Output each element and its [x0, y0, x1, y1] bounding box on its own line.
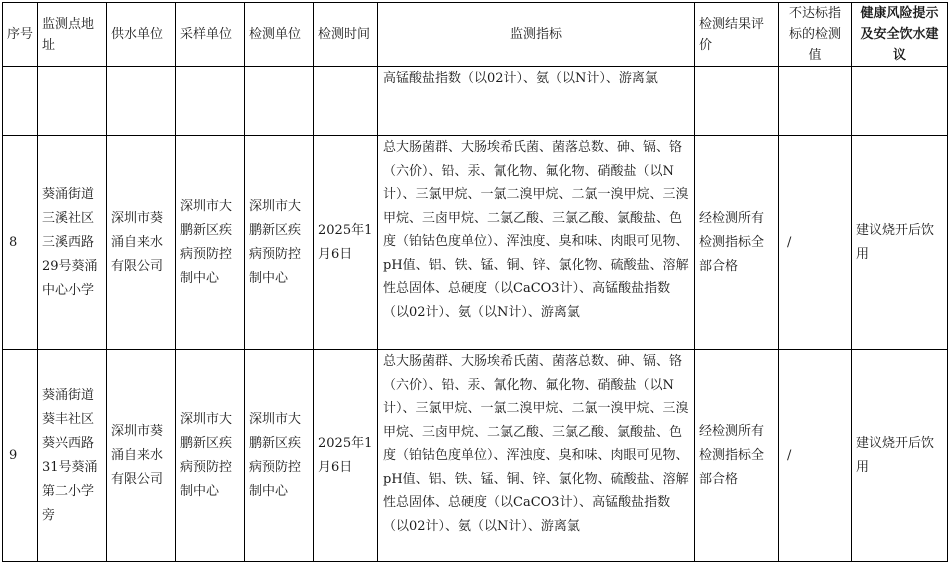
cell-result: 经检测所有检测指标全部合格	[695, 350, 779, 562]
table-row	[3, 350, 948, 562]
cell-failed: /	[779, 136, 852, 350]
cell-seq: 9	[3, 350, 38, 562]
cell-time: 2025年1月6日	[314, 136, 378, 350]
cell-seq: 8	[3, 136, 38, 350]
cell-empty	[3, 67, 38, 136]
header-indicators: 监测指标	[378, 3, 695, 67]
cell-result: 经检测所有检测指标全部合格	[695, 136, 779, 350]
cell-indicators: 高锰酸盐指数（以02计）、氨（以N计）、游离氯	[378, 67, 695, 136]
cell-indicators: 总大肠菌群、大肠埃希氏菌、菌落总数、砷、镉、铬（六价）、铅、汞、氰化物、氟化物、硝酸盐（以N计）、三氯甲烷、一氯二溴甲烷、二氯一溴甲烷、三溴甲烷、三卤甲烷、二氯乙酸、三氯乙酸、氯酸盐、色度（铂钴色度单位）、浑浊度、臭和味、肉眼可见物、pH值、铝、铁、锰、铜、锌、氯化物、硫酸盐、溶解性总固体、总硬度（以CaCO3计）、高锰酸盐指数（以02计）、氨（以N计）、游离氯	[378, 350, 695, 562]
cell-failed: /	[779, 350, 852, 562]
header-row	[3, 3, 948, 67]
cell-empty	[38, 67, 107, 136]
cell-advice: 建议烧开后饮用	[852, 350, 948, 562]
header-tester: 检测单位	[245, 3, 314, 67]
cell-time: 2025年1月6日	[314, 350, 378, 562]
header-failed: 不达标指标的检测值	[779, 3, 852, 67]
cell-supplier: 深圳市葵涌自来水有限公司	[107, 136, 176, 350]
cell-address: 葵涌街道三溪社区三溪西路29号葵涌中心小学	[38, 136, 107, 350]
table-row	[3, 136, 948, 350]
cell-empty	[852, 67, 948, 136]
cell-empty	[245, 67, 314, 136]
cell-sampler: 深圳市大鹏新区疾病预防控制中心	[176, 136, 245, 350]
cell-sampler: 深圳市大鹏新区疾病预防控制中心	[176, 350, 245, 562]
cell-empty	[176, 67, 245, 136]
cell-indicators: 总大肠菌群、大肠埃希氏菌、菌落总数、砷、镉、铬（六价）、铅、汞、氰化物、氟化物、硝酸盐（以N计）、三氯甲烷、一氯二溴甲烷、二氯一溴甲烷、三溴甲烷、三卤甲烷、二氯乙酸、三氯乙酸、氯酸盐、色度（铂钴色度单位）、浑浊度、臭和味、肉眼可见物、pH值、铝、铁、锰、铜、锌、氯化物、硫酸盐、溶解性总固体、总硬度（以CaCO3计）、高锰酸盐指数（以02计）、氨（以N计）、游离氯	[378, 136, 695, 350]
cell-empty	[695, 67, 779, 136]
cell-empty	[779, 67, 852, 136]
cell-tester: 深圳市大鹏新区疾病预防控制中心	[245, 136, 314, 350]
table-row-continuation	[3, 67, 948, 136]
cell-advice: 建议烧开后饮用	[852, 136, 948, 350]
header-seq: 序号	[3, 3, 38, 67]
header-address: 监测点地址	[38, 3, 107, 67]
header-time: 检测时间	[314, 3, 378, 67]
cell-address: 葵涌街道葵丰社区葵兴西路31号葵涌第二小学旁	[38, 350, 107, 562]
monitoring-table	[2, 2, 948, 562]
header-result: 检测结果评价	[695, 3, 779, 67]
cell-supplier: 深圳市葵涌自来水有限公司	[107, 350, 176, 562]
header-advice: 健康风险提示及安全饮水建议	[852, 3, 948, 67]
cell-empty	[107, 67, 176, 136]
header-sampler: 采样单位	[176, 3, 245, 67]
cell-tester: 深圳市大鹏新区疾病预防控制中心	[245, 350, 314, 562]
cell-empty	[314, 67, 378, 136]
header-supplier: 供水单位	[107, 3, 176, 67]
